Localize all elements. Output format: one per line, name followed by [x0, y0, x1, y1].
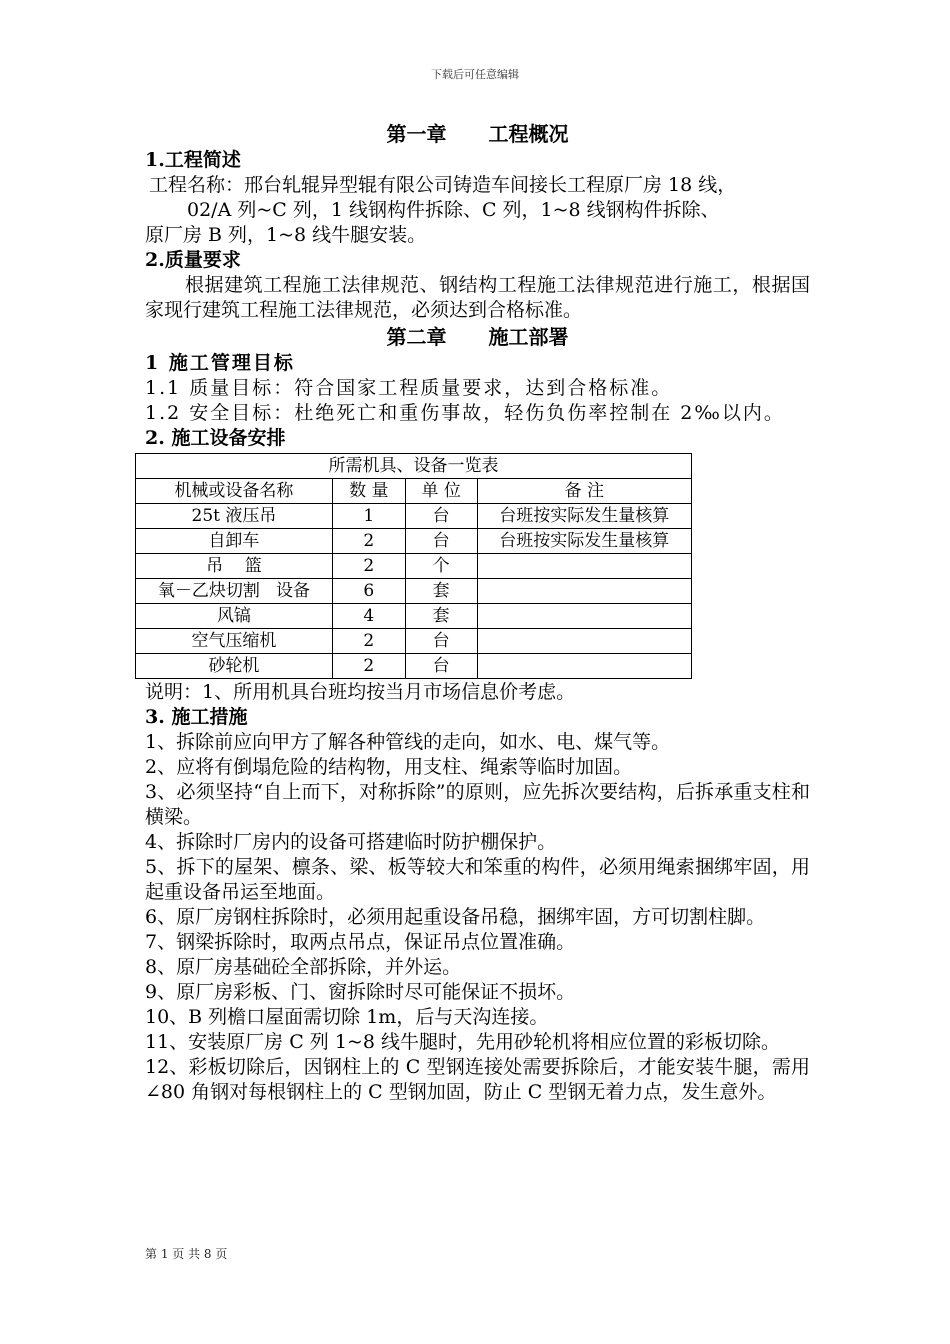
- equipment-table-caption: 所需机具、设备一览表: [136, 454, 692, 479]
- column-header: 数 量: [332, 479, 405, 504]
- table-cell: 6: [332, 579, 405, 604]
- table-row: [136, 554, 692, 579]
- column-header: 单 位: [405, 479, 477, 504]
- table-cell: 1: [332, 504, 405, 529]
- chapter-1-name: 工程概况: [488, 122, 569, 146]
- chapter-2-name: 施工部署: [488, 325, 569, 349]
- chapter-2-title: [145, 323, 810, 351]
- table-cell: 台班按实际发生量核算: [477, 529, 691, 554]
- document-body: [145, 120, 810, 1105]
- table-cell: 套: [405, 579, 477, 604]
- measure-item: 7、钢梁拆除时，取两点吊点，保证吊点位置准确。: [145, 931, 576, 953]
- measure-item: 10、B 列檐口屋面需切除 1m，后与天沟连接。: [145, 1006, 549, 1028]
- table-row: [136, 504, 692, 529]
- measures-heading: 3. 施工措施: [145, 706, 248, 728]
- section-2-heading: 2.质量要求: [145, 249, 241, 271]
- table-cell: 套: [405, 604, 477, 629]
- measure-item: 1、拆除前应向甲方了解各种管线的走向，如水、电、煤气等。: [145, 731, 671, 753]
- measure-item: 5、拆下的屋架、檩条、梁、板等较大和笨重的构件，必须用绳索捆绑牢固，用起重设备吊运至地面。: [145, 856, 810, 903]
- quality-goal: 1.1 质量目标：符合国家工程质量要求，达到合格标准。: [145, 377, 673, 399]
- table-cell: 25t 液压吊: [136, 504, 333, 529]
- measure-item: 6、原厂房钢柱拆除时，必须用起重设备吊稳，捆绑牢固，方可切割柱脚。: [145, 906, 766, 928]
- project-description-line-2: 02/A 列~C 列，1 线钢构件拆除、C 列，1~8 线钢构件拆除、: [187, 199, 720, 221]
- measure-item: 2、应将有倒塌危险的结构物，用支柱、绳索等临时加固。: [145, 756, 633, 778]
- table-cell: [477, 554, 691, 579]
- equipment-heading: 2. 施工设备安排: [145, 427, 286, 449]
- page-footer: 第 1 页 共 8 页: [145, 1247, 228, 1261]
- table-cell: 氧－乙炔切割 设备: [136, 579, 333, 604]
- table-cell: 砂轮机: [136, 654, 333, 679]
- column-header: 备 注: [477, 479, 691, 504]
- page-header-note: 下载后可任意编辑: [431, 68, 519, 81]
- table-cell: 2: [332, 529, 405, 554]
- table-cell: 2: [332, 654, 405, 679]
- section-1-heading: 1.工程简述: [145, 149, 241, 171]
- column-header: 机械或设备名称: [136, 479, 333, 504]
- safety-goal: 1.2 安全目标：杜绝死亡和重伤事故，轻伤负伤率控制在 2‰以内。: [145, 402, 785, 424]
- table-cell: 台班按实际发生量核算: [477, 504, 691, 529]
- table-cell: 2: [332, 554, 405, 579]
- quality-requirement-text: 根据建筑工程施工法律规范、钢结构工程施工法律规范进行施工，根据国家现行建筑工程施工法律规范，必须达到合格标准。: [145, 274, 810, 321]
- table-row: [136, 529, 692, 554]
- measure-item: 8、原厂房基础砼全部拆除，并外运。: [145, 956, 462, 978]
- table-cell: 个: [405, 554, 477, 579]
- measure-item: 4、拆除时厂房内的设备可搭建临时防护棚保护。: [145, 831, 557, 853]
- table-cell: [477, 654, 691, 679]
- measure-item: 9、原厂房彩板、门、窗拆除时尽可能保证不损坏。: [145, 981, 576, 1003]
- chapter-1-number: 第一章: [386, 122, 447, 146]
- table-cell: 台: [405, 504, 477, 529]
- table-cell: 空气压缩机: [136, 629, 333, 654]
- measure-item: 12、彩板切除后，因钢柱上的 C 型钢连接处需要拆除后，才能安装牛腿，需用∠80 角钢对每根钢柱上的 C 型钢加固，防止 C 型钢无着力点，发生意外。: [145, 1056, 810, 1103]
- table-row: [136, 604, 692, 629]
- project-description-line-3: 原厂房 B 列，1~8 线牛腿安装。: [145, 224, 427, 246]
- table-cell: 台: [405, 629, 477, 654]
- table-row: [136, 579, 692, 604]
- table-header-row: [136, 479, 692, 504]
- table-note: 说明：1、所用机具台班均按当月市场信息价考虑。: [145, 681, 576, 703]
- table-cell: [477, 629, 691, 654]
- table-cell: [477, 604, 691, 629]
- table-cell: 风镐: [136, 604, 333, 629]
- measure-item: 11、安装原厂房 C 列 1~8 线牛腿时，先用砂轮机将相应位置的彩板切除。: [145, 1031, 780, 1053]
- project-description-line-1: 工程名称：邢台轧辊异型辊有限公司铸造车间接长工程原厂房 18 线，: [149, 174, 737, 196]
- table-cell: 台: [405, 654, 477, 679]
- table-cell: 自卸车: [136, 529, 333, 554]
- table-cell: [477, 579, 691, 604]
- table-cell: 吊 篮: [136, 554, 333, 579]
- equipment-table: [135, 453, 692, 679]
- chapter-2-number: 第二章: [386, 325, 447, 349]
- chapter-1-title: [145, 120, 810, 148]
- table-cell: 4: [332, 604, 405, 629]
- table-cell: 台: [405, 529, 477, 554]
- table-row: [136, 629, 692, 654]
- table-row: [136, 654, 692, 679]
- table-cell: 2: [332, 629, 405, 654]
- management-goals-heading: 1 施工管理目标: [145, 352, 295, 374]
- measure-item: 3、必须坚持“自上而下，对称拆除”的原则，应先拆次要结构，后拆承重支柱和横梁。: [145, 781, 810, 828]
